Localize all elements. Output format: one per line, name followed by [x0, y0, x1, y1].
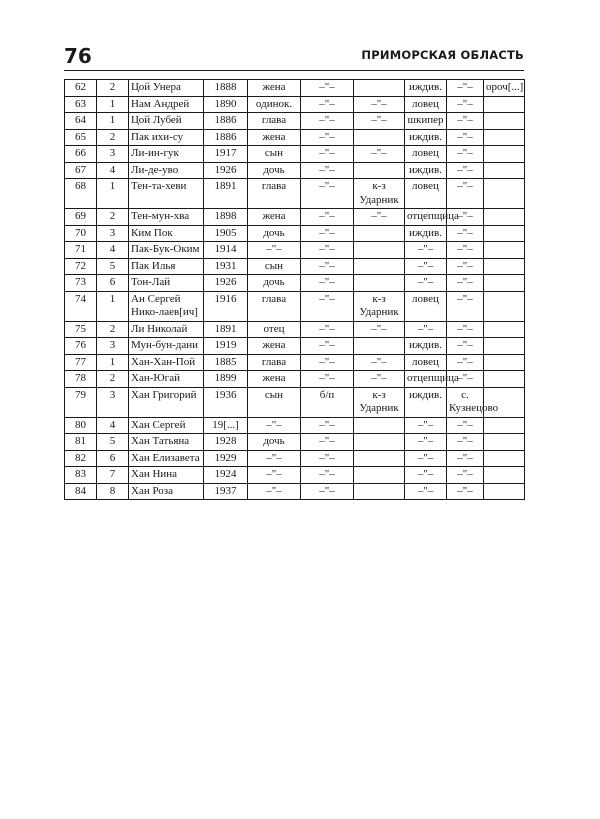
residence-cell: –"–	[447, 338, 484, 355]
workplace-cell: –"–	[354, 354, 405, 371]
row-number-cell: 77	[65, 354, 97, 371]
birth-year-cell: 1891	[204, 179, 248, 209]
note-cell	[484, 434, 525, 451]
note-cell	[484, 291, 525, 321]
table-row	[65, 225, 525, 242]
person-name-cell: Цой Лубей	[129, 113, 204, 130]
note-cell	[484, 275, 525, 292]
note-cell	[484, 321, 525, 338]
relation-cell: дочь	[248, 225, 301, 242]
table-row	[65, 242, 525, 259]
occupation-cell: иждив.	[405, 225, 447, 242]
row-number-cell: 72	[65, 258, 97, 275]
note-cell	[484, 338, 525, 355]
birth-year-cell: 1890	[204, 96, 248, 113]
relation-cell: сын	[248, 258, 301, 275]
table-row	[65, 291, 525, 321]
workplace-cell: –"–	[354, 209, 405, 226]
occupation-cell: ловец	[405, 291, 447, 321]
occupation-cell: –"–	[405, 467, 447, 484]
row-number-cell: 67	[65, 162, 97, 179]
residence-cell: –"–	[447, 483, 484, 500]
person-name-cell: Тон-Лай	[129, 275, 204, 292]
workplace-cell	[354, 338, 405, 355]
party-status-cell: –"–	[301, 96, 354, 113]
person-name-cell: Тен-та-хеви	[129, 179, 204, 209]
census-table-body	[65, 80, 525, 500]
person-name-cell: Хан Нина	[129, 467, 204, 484]
party-status-cell: –"–	[301, 467, 354, 484]
row-number-cell: 76	[65, 338, 97, 355]
person-name-cell: Хан Татьяна	[129, 434, 204, 451]
family-number-cell: 2	[97, 80, 129, 97]
table-row	[65, 80, 525, 97]
row-number-cell: 78	[65, 371, 97, 388]
family-number-cell: 7	[97, 467, 129, 484]
family-number-cell: 5	[97, 258, 129, 275]
birth-year-cell: 1919	[204, 338, 248, 355]
residence-cell: –"–	[447, 209, 484, 226]
occupation-cell: –"–	[405, 321, 447, 338]
family-number-cell: 1	[97, 96, 129, 113]
row-number-cell: 70	[65, 225, 97, 242]
residence-cell: –"–	[447, 321, 484, 338]
residence-cell: –"–	[447, 291, 484, 321]
birth-year-cell: 1886	[204, 129, 248, 146]
residence-cell: –"–	[447, 162, 484, 179]
relation-cell: жена	[248, 129, 301, 146]
occupation-cell: –"–	[405, 275, 447, 292]
table-row	[65, 371, 525, 388]
family-number-cell: 6	[97, 450, 129, 467]
table-row	[65, 275, 525, 292]
birth-year-cell: 1937	[204, 483, 248, 500]
person-name-cell: Хан Сергей	[129, 417, 204, 434]
occupation-cell: –"–	[405, 450, 447, 467]
birth-year-cell: 1929	[204, 450, 248, 467]
note-cell	[484, 417, 525, 434]
workplace-cell: –"–	[354, 96, 405, 113]
occupation-cell: –"–	[405, 483, 447, 500]
relation-cell: дочь	[248, 275, 301, 292]
occupation-cell: шкипер	[405, 113, 447, 130]
family-number-cell: 1	[97, 113, 129, 130]
relation-cell: сын	[248, 146, 301, 163]
page-number: 76	[64, 44, 92, 68]
birth-year-cell: 1924	[204, 467, 248, 484]
person-name-cell: Хан Григорий	[129, 387, 204, 417]
workplace-cell	[354, 225, 405, 242]
relation-cell: жена	[248, 338, 301, 355]
table-row	[65, 258, 525, 275]
relation-cell: –"–	[248, 483, 301, 500]
family-number-cell: 8	[97, 483, 129, 500]
party-status-cell: –"–	[301, 162, 354, 179]
birth-year-cell: 1936	[204, 387, 248, 417]
workplace-cell	[354, 258, 405, 275]
running-title: ПРИМОРСКАЯ ОБЛАСТЬ	[361, 48, 524, 62]
table-row	[65, 434, 525, 451]
table-row	[65, 483, 525, 500]
row-number-cell: 71	[65, 242, 97, 259]
note-cell	[484, 129, 525, 146]
workplace-cell: –"–	[354, 371, 405, 388]
family-number-cell: 1	[97, 354, 129, 371]
family-number-cell: 2	[97, 321, 129, 338]
person-name-cell: Пак Илья	[129, 258, 204, 275]
row-number-cell: 74	[65, 291, 97, 321]
workplace-cell: к-з Ударник	[354, 387, 405, 417]
birth-year-cell: 1898	[204, 209, 248, 226]
birth-year-cell: 1886	[204, 113, 248, 130]
occupation-cell: ловец	[405, 354, 447, 371]
workplace-cell	[354, 80, 405, 97]
workplace-cell: к-з Ударник	[354, 291, 405, 321]
table-row	[65, 338, 525, 355]
row-number-cell: 62	[65, 80, 97, 97]
family-number-cell: 2	[97, 129, 129, 146]
residence-cell: –"–	[447, 417, 484, 434]
table-row	[65, 450, 525, 467]
birth-year-cell: 1885	[204, 354, 248, 371]
party-status-cell: –"–	[301, 483, 354, 500]
residence-cell: –"–	[447, 225, 484, 242]
row-number-cell: 66	[65, 146, 97, 163]
residence-cell: –"–	[447, 467, 484, 484]
party-status-cell: –"–	[301, 113, 354, 130]
person-name-cell: Ли-де-уво	[129, 162, 204, 179]
person-name-cell: Пак ихи-су	[129, 129, 204, 146]
occupation-cell: ловец	[405, 179, 447, 209]
note-cell	[484, 96, 525, 113]
party-status-cell: –"–	[301, 321, 354, 338]
note-cell: ороч[...]	[484, 80, 525, 97]
birth-year-cell: 1926	[204, 275, 248, 292]
person-name-cell: Ли Николай	[129, 321, 204, 338]
table-row	[65, 113, 525, 130]
person-name-cell: Мун-бун-дани	[129, 338, 204, 355]
occupation-cell: иждив.	[405, 80, 447, 97]
workplace-cell: к-з Ударник	[354, 179, 405, 209]
workplace-cell	[354, 275, 405, 292]
relation-cell: жена	[248, 371, 301, 388]
residence-cell: –"–	[447, 113, 484, 130]
census-table	[64, 79, 525, 500]
workplace-cell	[354, 417, 405, 434]
page-header	[64, 44, 524, 68]
residence-cell: –"–	[447, 179, 484, 209]
row-number-cell: 79	[65, 387, 97, 417]
occupation-cell: ловец	[405, 96, 447, 113]
note-cell	[484, 225, 525, 242]
workplace-cell	[354, 162, 405, 179]
note-cell	[484, 113, 525, 130]
row-number-cell: 83	[65, 467, 97, 484]
residence-cell: –"–	[447, 371, 484, 388]
party-status-cell: б/п	[301, 387, 354, 417]
note-cell	[484, 483, 525, 500]
person-name-cell: Ким Пок	[129, 225, 204, 242]
row-number-cell: 65	[65, 129, 97, 146]
occupation-cell: отцепщица	[405, 209, 447, 226]
family-number-cell: 1	[97, 179, 129, 209]
residence-cell: –"–	[447, 242, 484, 259]
residence-cell: –"–	[447, 129, 484, 146]
residence-cell: –"–	[447, 96, 484, 113]
residence-cell: –"–	[447, 434, 484, 451]
table-row	[65, 354, 525, 371]
occupation-cell: отцепщица	[405, 371, 447, 388]
birth-year-cell: 1916	[204, 291, 248, 321]
note-cell	[484, 258, 525, 275]
row-number-cell: 75	[65, 321, 97, 338]
party-status-cell: –"–	[301, 371, 354, 388]
relation-cell: дочь	[248, 434, 301, 451]
person-name-cell: Нам Андрей	[129, 96, 204, 113]
residence-cell: –"–	[447, 80, 484, 97]
workplace-cell	[354, 450, 405, 467]
family-number-cell: 3	[97, 225, 129, 242]
occupation-cell: –"–	[405, 434, 447, 451]
relation-cell: –"–	[248, 450, 301, 467]
party-status-cell: –"–	[301, 225, 354, 242]
table-row	[65, 96, 525, 113]
relation-cell: жена	[248, 209, 301, 226]
table-row	[65, 146, 525, 163]
family-number-cell: 5	[97, 434, 129, 451]
family-number-cell: 6	[97, 275, 129, 292]
header-rule	[64, 70, 524, 71]
birth-year-cell: 1891	[204, 321, 248, 338]
residence-cell: с. Кузнецово	[447, 387, 484, 417]
party-status-cell: –"–	[301, 291, 354, 321]
occupation-cell: ловец	[405, 146, 447, 163]
row-number-cell: 81	[65, 434, 97, 451]
party-status-cell: –"–	[301, 209, 354, 226]
relation-cell: одинок.	[248, 96, 301, 113]
person-name-cell: Ли-ин-гук	[129, 146, 204, 163]
party-status-cell: –"–	[301, 146, 354, 163]
family-number-cell: 2	[97, 371, 129, 388]
residence-cell: –"–	[447, 146, 484, 163]
party-status-cell: –"–	[301, 434, 354, 451]
workplace-cell	[354, 242, 405, 259]
occupation-cell: иждив.	[405, 129, 447, 146]
workplace-cell	[354, 434, 405, 451]
party-status-cell: –"–	[301, 129, 354, 146]
family-number-cell: 4	[97, 242, 129, 259]
party-status-cell: –"–	[301, 338, 354, 355]
family-number-cell: 1	[97, 291, 129, 321]
birth-year-cell: 1914	[204, 242, 248, 259]
occupation-cell: иждив.	[405, 338, 447, 355]
occupation-cell: –"–	[405, 417, 447, 434]
residence-cell: –"–	[447, 258, 484, 275]
workplace-cell: –"–	[354, 321, 405, 338]
birth-year-cell: 1917	[204, 146, 248, 163]
table-row	[65, 417, 525, 434]
row-number-cell: 80	[65, 417, 97, 434]
person-name-cell: Хан Елизавета	[129, 450, 204, 467]
occupation-cell: иждив.	[405, 162, 447, 179]
row-number-cell: 64	[65, 113, 97, 130]
relation-cell: сын	[248, 387, 301, 417]
person-name-cell: Хан-Хан-Пой	[129, 354, 204, 371]
birth-year-cell: 19[...]	[204, 417, 248, 434]
workplace-cell: –"–	[354, 146, 405, 163]
note-cell	[484, 179, 525, 209]
workplace-cell	[354, 129, 405, 146]
family-number-cell: 4	[97, 417, 129, 434]
person-name-cell: Цой Унера	[129, 80, 204, 97]
person-name-cell: Тен-мун-хва	[129, 209, 204, 226]
residence-cell: –"–	[447, 275, 484, 292]
family-number-cell: 2	[97, 209, 129, 226]
birth-year-cell: 1905	[204, 225, 248, 242]
relation-cell: глава	[248, 291, 301, 321]
party-status-cell: –"–	[301, 417, 354, 434]
relation-cell: глава	[248, 113, 301, 130]
table-row	[65, 162, 525, 179]
person-name-cell: Ан Сергей Нико-лаев[ич]	[129, 291, 204, 321]
table-row	[65, 387, 525, 417]
row-number-cell: 73	[65, 275, 97, 292]
workplace-cell	[354, 467, 405, 484]
relation-cell: жена	[248, 80, 301, 97]
birth-year-cell: 1899	[204, 371, 248, 388]
relation-cell: отец	[248, 321, 301, 338]
party-status-cell: –"–	[301, 450, 354, 467]
relation-cell: глава	[248, 179, 301, 209]
family-number-cell: 3	[97, 146, 129, 163]
party-status-cell: –"–	[301, 80, 354, 97]
note-cell	[484, 354, 525, 371]
note-cell	[484, 242, 525, 259]
person-name-cell: Пак-Бук-Оким	[129, 242, 204, 259]
table-row	[65, 467, 525, 484]
person-name-cell: Хан-Югай	[129, 371, 204, 388]
table-row	[65, 129, 525, 146]
note-cell	[484, 162, 525, 179]
table-row	[65, 321, 525, 338]
relation-cell: –"–	[248, 417, 301, 434]
party-status-cell: –"–	[301, 242, 354, 259]
birth-year-cell: 1926	[204, 162, 248, 179]
relation-cell: –"–	[248, 242, 301, 259]
note-cell	[484, 450, 525, 467]
party-status-cell: –"–	[301, 275, 354, 292]
occupation-cell: –"–	[405, 242, 447, 259]
party-status-cell: –"–	[301, 354, 354, 371]
row-number-cell: 84	[65, 483, 97, 500]
relation-cell: дочь	[248, 162, 301, 179]
family-number-cell: 4	[97, 162, 129, 179]
relation-cell: глава	[248, 354, 301, 371]
table-row	[65, 179, 525, 209]
row-number-cell: 69	[65, 209, 97, 226]
family-number-cell: 3	[97, 338, 129, 355]
residence-cell: –"–	[447, 450, 484, 467]
note-cell	[484, 371, 525, 388]
row-number-cell: 68	[65, 179, 97, 209]
party-status-cell: –"–	[301, 258, 354, 275]
row-number-cell: 82	[65, 450, 97, 467]
occupation-cell: иждив.	[405, 387, 447, 417]
birth-year-cell: 1931	[204, 258, 248, 275]
note-cell	[484, 467, 525, 484]
row-number-cell: 63	[65, 96, 97, 113]
party-status-cell: –"–	[301, 179, 354, 209]
family-number-cell: 3	[97, 387, 129, 417]
residence-cell: –"–	[447, 354, 484, 371]
relation-cell: –"–	[248, 467, 301, 484]
person-name-cell: Хан Роза	[129, 483, 204, 500]
workplace-cell: –"–	[354, 113, 405, 130]
birth-year-cell: 1928	[204, 434, 248, 451]
occupation-cell: –"–	[405, 258, 447, 275]
note-cell	[484, 146, 525, 163]
table-row	[65, 209, 525, 226]
workplace-cell	[354, 483, 405, 500]
birth-year-cell: 1888	[204, 80, 248, 97]
note-cell	[484, 209, 525, 226]
